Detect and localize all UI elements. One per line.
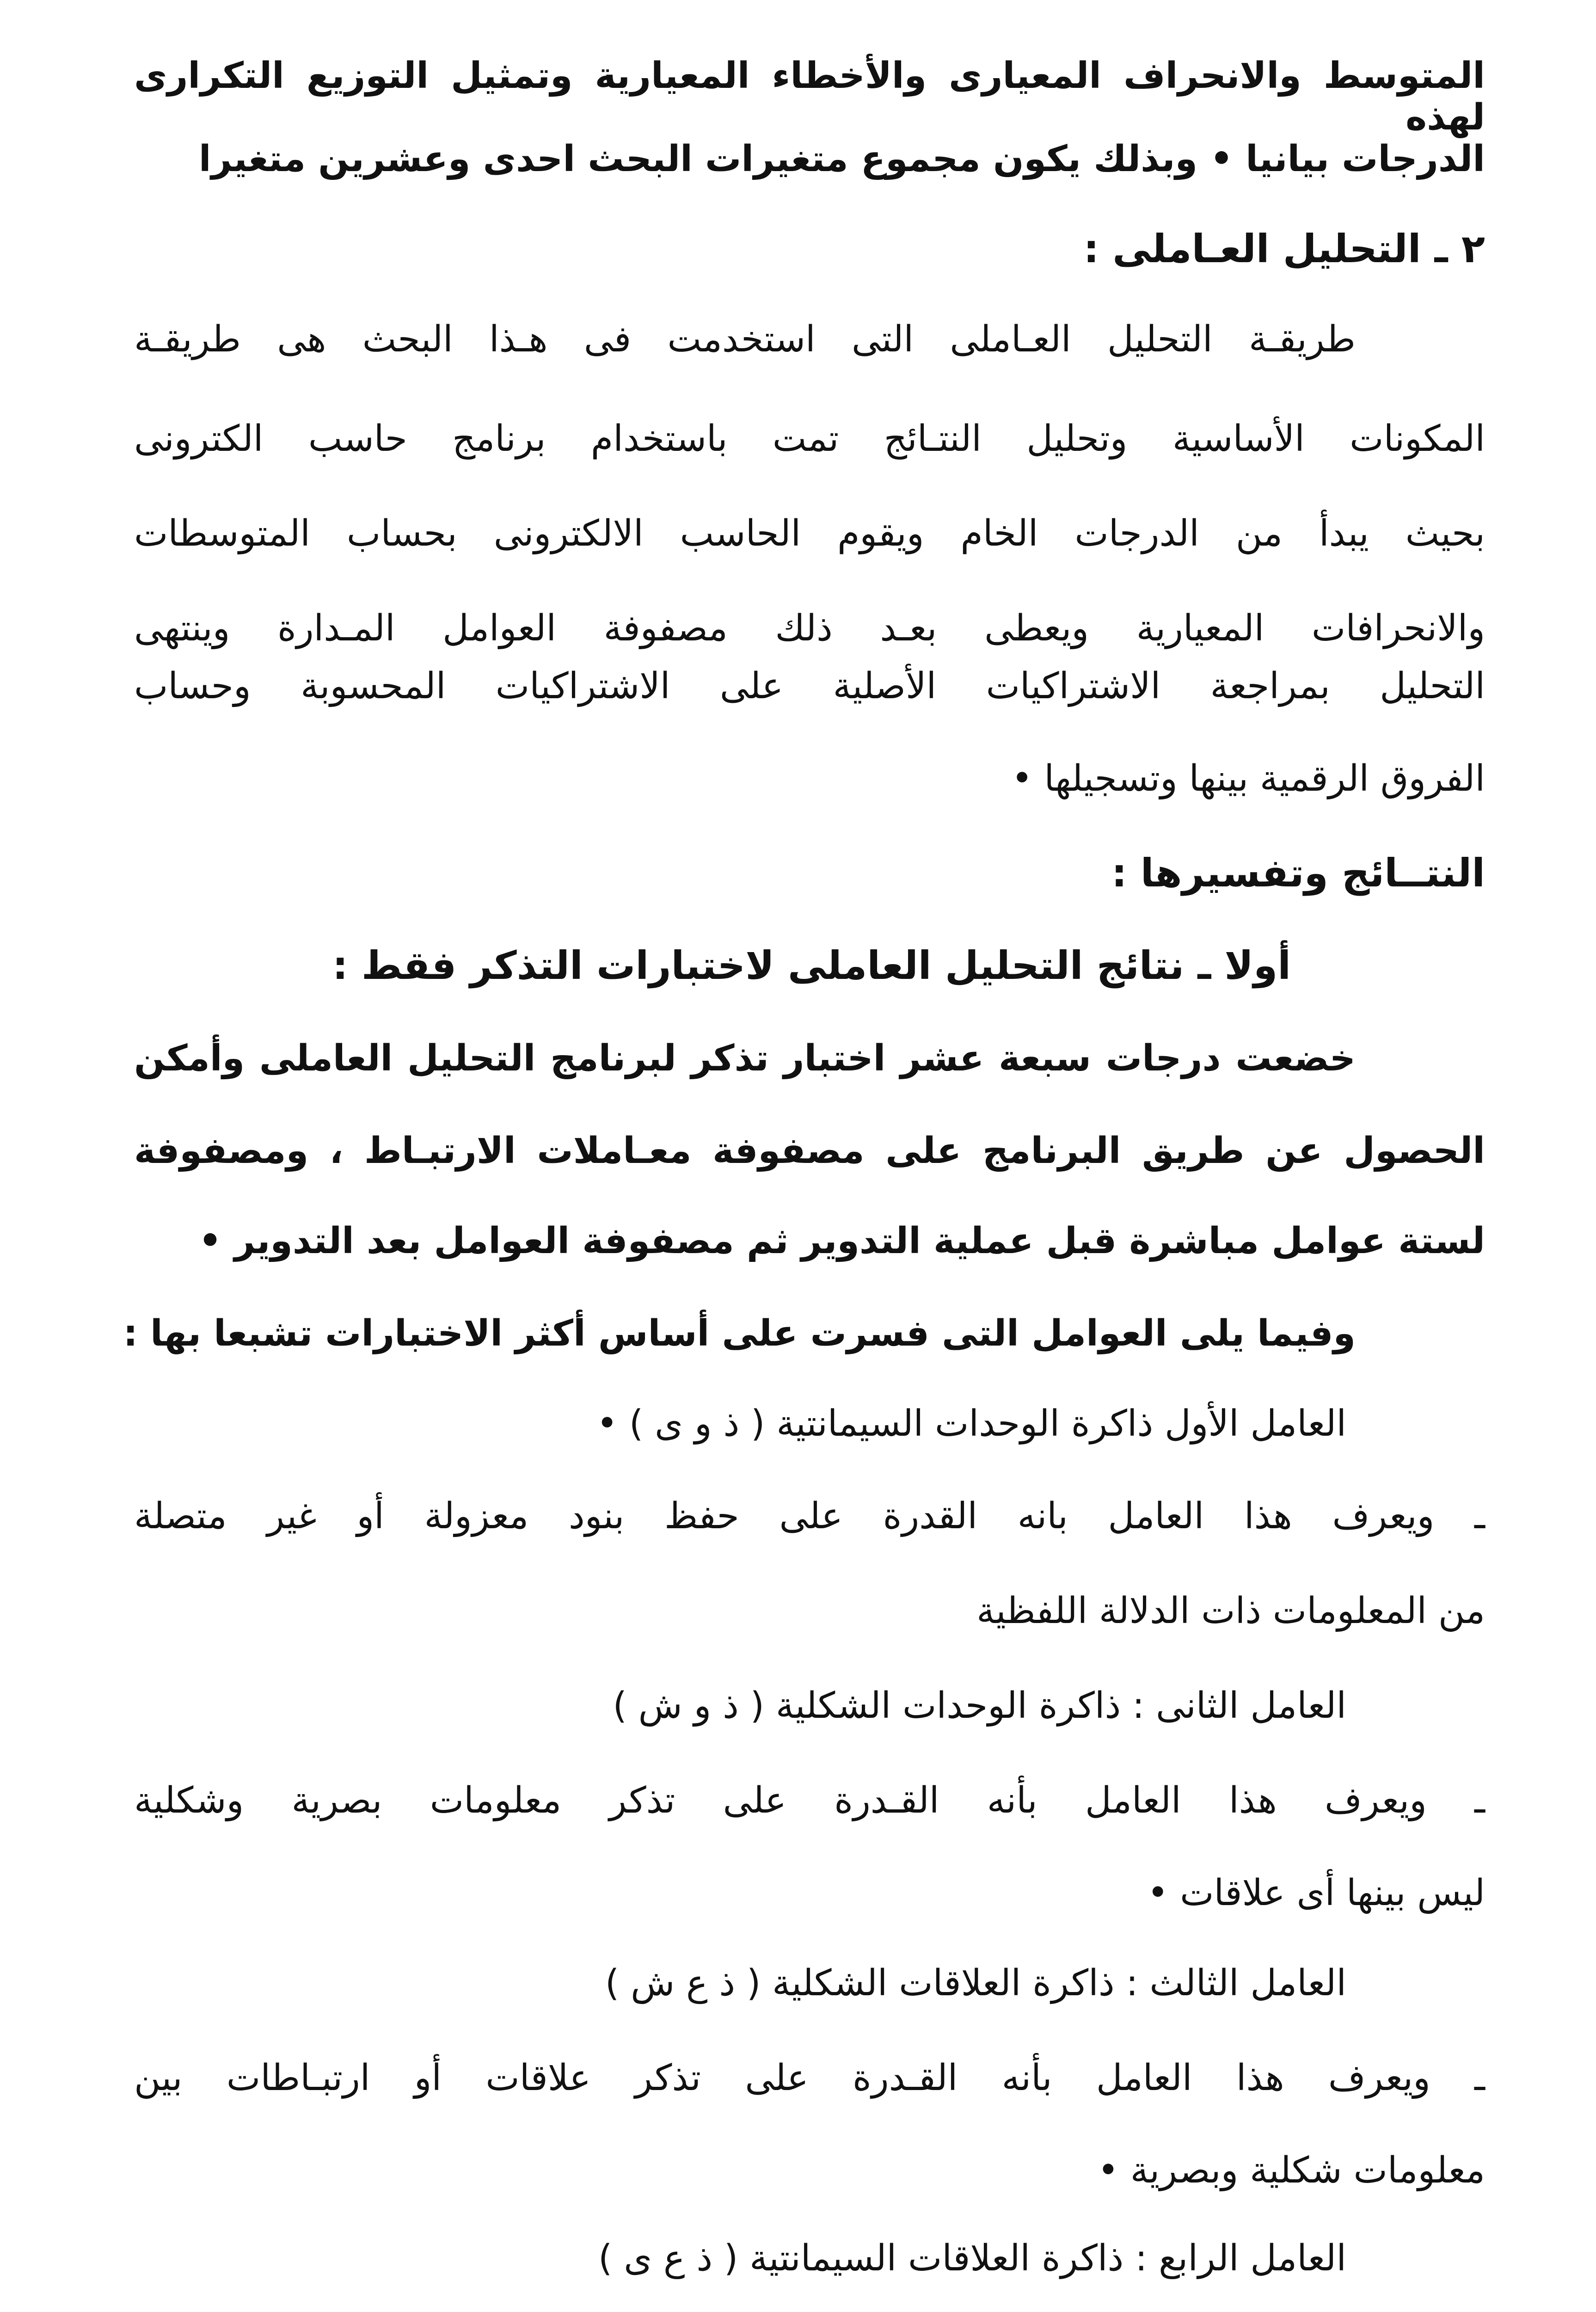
text-line-2: الدرجات بيانيا • وبذلك يكون مجموع متغيرات البحث احدى وعشرين متغيرا — [198, 138, 1485, 180]
factor-2-definition-line-1: ـ ويعرف هذا العامل بأنه القـدرة على تذكر معلومات بصرية وشكلية — [134, 1780, 1485, 1821]
factor-1-definition-line-2: من المعلومات ذات الدلالة اللفظية — [976, 1590, 1485, 1632]
text-line-12: خضعت درجات سبعة عشر اختبار تذكر لبرنامج التحليل العاملى وأمكن — [134, 1038, 1356, 1079]
text-line-7: والانحرافات المعيارية ويعطى بعـد ذلك مصفوفة العوامل المـدارة وينتهى — [134, 608, 1485, 649]
text-line-6: بحيث يبدأ من الدرجات الخام ويقوم الحاسب الالكترونى بحساب المتوسطات — [134, 513, 1485, 554]
text-line-5: المكونات الأساسية وتحليل النتـائج تمت باستخدام برنامج حاسب الكترونى — [134, 418, 1485, 460]
factor-2-title: العامل الثانى : ذاكرة الوحدات الشكلية ( ذ و ش ) — [613, 1685, 1346, 1727]
text-line-13: الحصول عن طريق البرنامج على مصفوفة معـاملات الارتبـاط ، ومصفوفة — [134, 1130, 1485, 1172]
factor-1-definition-line-1: ـ ويعرف هذا العامل بانه القدرة على حفظ بنود معزولة أو غير متصلة — [134, 1495, 1485, 1537]
text-line-4: طريقـة التحليل العـاملى التى استخدمت فى هـذا البحث هى طريقـة — [134, 319, 1356, 360]
section-heading-results: النتــائج وتفسيرها : — [1111, 850, 1485, 896]
text-line-9: الفروق الرقمية بينها وتسجيلها • — [1011, 758, 1485, 799]
subheading-first-results: أولا ـ نتائج التحليل العاملى لاختبارات التذكر فقط : — [332, 943, 1291, 988]
factor-3-title: العامل الثالث : ذاكرة العلاقات الشكلية ( ذ ع ش ) — [605, 1962, 1346, 2004]
text-line-14: لستة عوامل مباشرة قبل عملية التدوير ثم مصفوفة العوامل بعد التدوير • — [198, 1220, 1485, 1262]
text-line-15: وفيما يلى العوامل التى فسرت على أساس أكثر الاختبارات تشبعا بها : — [123, 1313, 1356, 1354]
factor-1-title: العامل الأول ذاكرة الوحدات السيمانتية ( ذ و ى ) • — [596, 1403, 1346, 1445]
factor-2-definition-line-2: ليس بينها أى علاقات • — [1147, 1872, 1485, 1914]
factor-4-title: العامل الرابع : ذاكرة العلاقات السيمانتية ( ذ ع ى ) — [598, 2238, 1346, 2279]
text-line-1: المتوسط والانحراف المعيارى والأخطاء المعيارية وتمثيل التوزيع التكرارى لهذه — [134, 55, 1485, 138]
text-line-8: التحليل بمراجعة الاشتراكيات الأصلية على الاشتراكيات المحسوبة وحساب — [134, 665, 1485, 707]
factor-3-definition-line-2: معلومات شكلية وبصرية • — [1097, 2150, 1485, 2191]
factor-3-definition-line-1: ـ ويعرف هذا العامل بأنه القـدرة على تذكر علاقات أو ارتبـاطات بين — [134, 2057, 1485, 2099]
section-heading-factor-analysis: ٢ ـ التحليل العـاملى : — [1083, 226, 1485, 271]
